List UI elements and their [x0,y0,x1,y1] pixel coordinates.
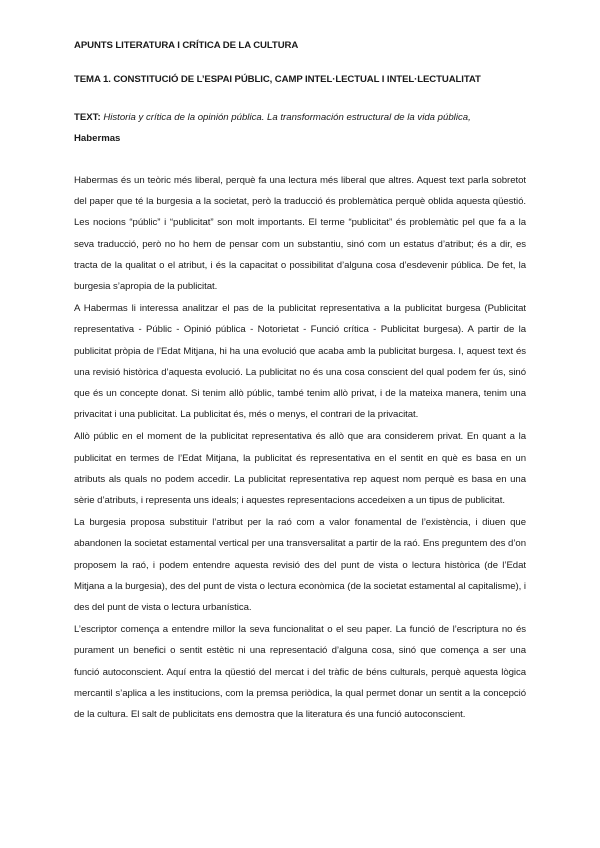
text-title: Historia y crítica de la opinión pública. La transformación estructural de la vida pública, [103,112,471,123]
document-page [74,30,526,726]
text-label: TEXT: [74,112,101,123]
document-title: APUNTS LITERATURA I CRÍTICA DE LA CULTURA [74,40,299,51]
paragraph: L’escriptor comença a entendre millor la seva funcionalitat o el seu paper. La funció de l’escriptura no és purament un benefici o sentit estètic ni una representació d’alguna cosa, sinó que comença a ser una funció autoconscient. Aquí entra la qüestió del mercat i del tràfic de béns culturals, perquè aquesta lògica mercantil s’aplica a les institucions, com la premsa periòdica, la qual permet donar un sentit a la concepció de la cultura. El salt de publicitats ens demostra que la literatura és una funció autoconscient. [74,624,526,721]
paragraph: Habermas és un teòric més liberal, perquè fa una lectura més liberal que altres. Aquest text parla sobretot del paper que té la burgesia a la societat, però la traducció és problemàtica perquè oblida aquesta qüestió. Les nocions “públic” i “publicitat” son molt importants. El terme “publicitat” és problemàtic pel que fa a la seva traducció, però no ho hem de pensar com un substantiu, sinó com un estatus d’atribut; és a dir, es tracta de la qualitat o el atribut, i és la capacitat o possibilitat d’alguna cosa d’esdevenir pública. De fet, la burgesia s’apropia de la publicitat. [74,175,526,293]
paragraph: La burgesia proposa substituir l’atribut per la raó com a valor fonamental de l’existència, i diuen que abandonen la societat estamental vertical per una transversalitat a partir de la raó. Ens preguntem des d’on proposem la raó, i podem entendre aquesta revisió des del punt de vista o lectura històrica (de l’Edat Mitjana a la burgesia), des del punt de vista o lectura econòmica (de la societat estamental al capitalisme), i des del punt de vista o lectura urbanística. [74,517,526,614]
paragraph: Allò públic en el moment de la publicitat representativa és allò que ara considerem privat. En quant a la publicitat en termes de l’Edat Mitjana, la publicitat és representativa en el sentit en què es basa en un atributs als quals no podem accedir. La publicitat representativa rep aquest nom perquè es basa en una sèrie d’atributs, i representa uns ideals; i aquestes representacions accedeixen a un tipus de publicitat. [74,431,526,507]
topic-heading: TEMA 1. CONSTITUCIÓ DE L’ESPAI PÚBLIC, CAMP INTEL·LECTUAL I INTEL·LECTUALITAT [74,74,481,85]
text-author: Habermas [74,133,121,144]
paragraph: A Habermas li interessa analitzar el pas de la publicitat representativa a la publicitat burgesa (Publicitat representativa - Públic - Opinió pública - Notorietat - Funció crítica - Publicitat burgesa). A partir de la publicitat pròpia de l’Edat Mitjana, hi ha una evolució que acaba amb la publicitat burgesa. I, aquest text és una revisió històrica d’aquesta evolució. La publicitat no és una cosa conscient del qual podem fer ús, sinó que és un concepte donat. Si tenim allò públic, també tenim allò privat, i de la mateixa manera, tenim una privacitat i una publicitat. La publicitat és, més o menys, el contrari de la privacitat. [74,303,526,421]
document-body [74,170,526,725]
text-reference [74,107,526,149]
